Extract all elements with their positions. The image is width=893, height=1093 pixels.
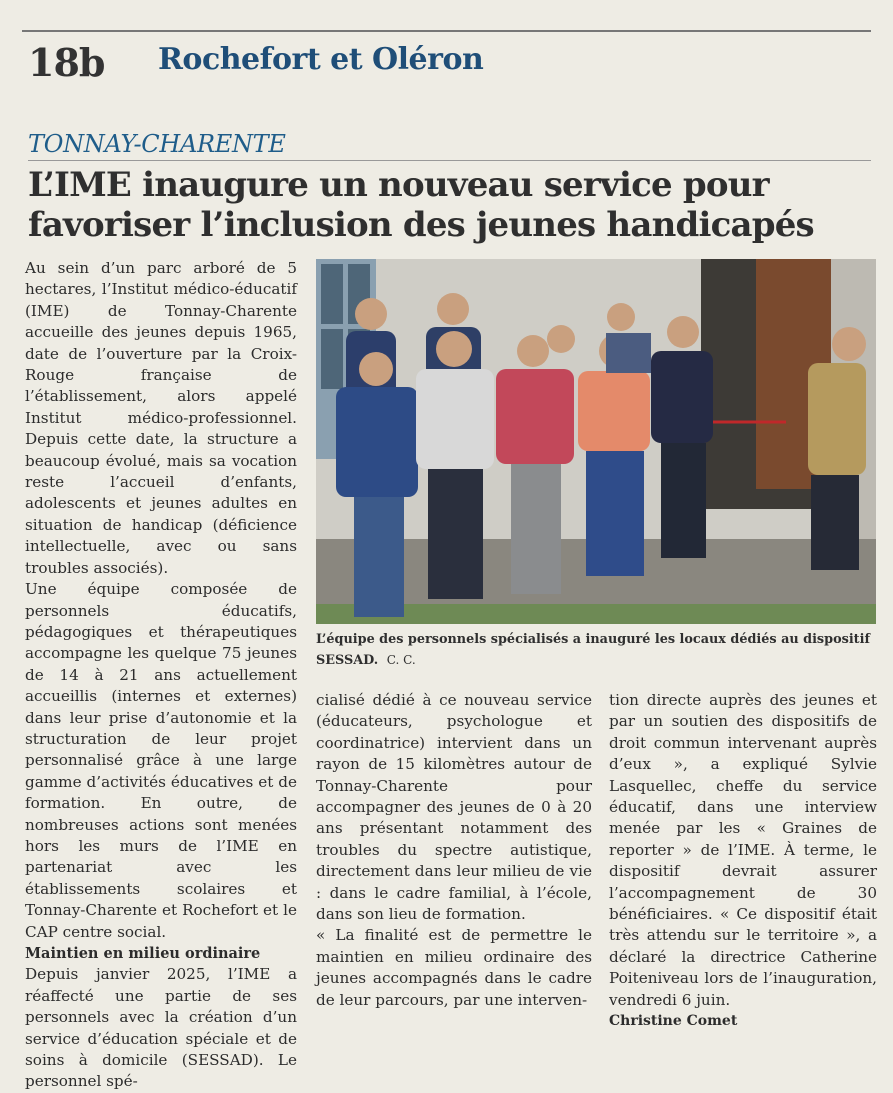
- section-title: Rochefort et Oléron: [158, 42, 484, 77]
- photo-credit: C. C.: [386, 653, 416, 667]
- article-paragraph: Depuis janvier 2025, l’IME a réaffecté une partie de ses personnels avec la création d’un service d’éducation spéciale et de soins à domicile (SESSAD). Le personnel spé-: [25, 965, 297, 1091]
- group-photo-icon: [316, 259, 876, 624]
- top-rule: [22, 30, 871, 32]
- article-photo: [316, 259, 876, 624]
- article-kicker: TONNAY-CHARENTE: [28, 130, 286, 158]
- page-number: 18b: [28, 40, 105, 85]
- article-paragraph: « La finalité est de permettre le maintien en milieu ordinaire des jeunes accompagnés dans le cadre de leur parcours, par une interven-: [316, 926, 592, 1009]
- article-paragraph: tion directe auprès des jeunes et par un soutien des dispositifs de droit commun intervenant auprès d’eux », a expliqué Sylvie Lasquellec, cheffe du service éducatif, dans une interview menée par les « Graines de reporter » de l’IME. À terme, le dispositif devrait assurer l’accompagnement de 30 bénéficiaires. « Ce dispositif était très attendu sur le territoire », a déclaré la directrice Catherine Poiteniveau lors de l’inauguration, vendredi 6 juin.: [609, 691, 877, 1009]
- kicker-divider: [28, 160, 871, 161]
- article-paragraph: cialisé dédié à ce nouveau service (éducateurs, psychologue et coordinatrice) intervient dans un rayon de 15 kilomètres autour de Tonnay-Charente pour accompagner des jeunes de 0 à 20 ans présentant notamment des troubles du spectre autistique, directement dans leur milieu de vie : dans le cadre familial, à l’école, dans son lieu de formation.: [316, 691, 592, 924]
- article-column-2: [316, 690, 592, 1011]
- article-subhead: Maintien en milieu ordinaire: [25, 945, 261, 962]
- article-paragraph: Une équipe composée de personnels éducatifs, pédagogiques et thérapeutiques accompagne les quelque 75 jeunes de 14 à 21 ans actuellement accueillis (internes et externes) dans leur prise d’autonomie et la structuration de leur projet personnalisé grâce à une large gamme d’activités éducatives et de formation. En outre, de nombreuses actions sont menées hors les murs de l’IME en partenariat avec les établissements scolaires et Tonnay-Charente et Rochefort et le CAP centre social.: [25, 580, 297, 941]
- article-paragraph: Au sein d’un parc arboré de 5 hectares, l’Institut médico-éducatif (IME) de Tonnay-Charente accueille des jeunes depuis 1965, date de l’ouverture par la Croix-Rouge française de l’établissement, alors appelé Institut médico-professionnel. Depuis cette date, la structure a beaucoup évolué, mais sa vocation reste l’accueil d’enfants, adolescents et jeunes adultes en situation de handicap (déficience intellectuelle, avec ou sans troubles associés).: [25, 259, 297, 577]
- photo-caption: [316, 630, 876, 671]
- article-column-1: [25, 258, 297, 1093]
- caption-text: L’équipe des personnels spécialisés a inauguré les locaux dédiés au dispositif SESSAD.: [316, 632, 870, 668]
- article-signature: Christine Comet: [609, 1013, 738, 1030]
- article-headline: L’IME inaugure un nouveau service pour favoriser l’inclusion des jeunes handicapés: [28, 165, 814, 245]
- article-column-3: [609, 690, 877, 1033]
